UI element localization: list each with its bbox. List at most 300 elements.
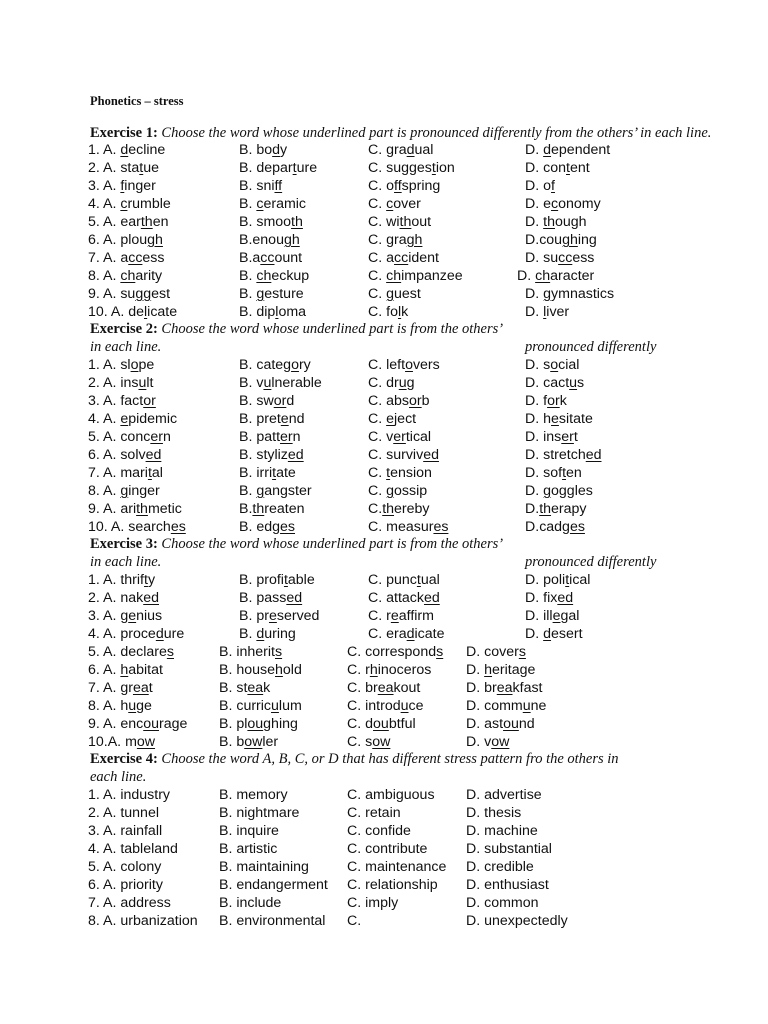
option-a bbox=[88, 733, 155, 751]
option-text: y bbox=[280, 142, 288, 158]
option-b bbox=[219, 715, 298, 733]
option-d bbox=[525, 571, 590, 589]
option-d: D. credible bbox=[466, 859, 534, 875]
option-a bbox=[88, 374, 153, 392]
underlined-part: t bbox=[386, 465, 391, 481]
option-text: d bbox=[286, 393, 295, 409]
option-c bbox=[368, 356, 440, 374]
option-d bbox=[466, 661, 535, 679]
option-text: out bbox=[411, 214, 432, 230]
option-text: C. d bbox=[347, 716, 374, 732]
option-text: 5. A. conc bbox=[88, 429, 151, 445]
option-text: ne bbox=[530, 698, 547, 714]
option-c bbox=[368, 177, 440, 195]
option-text: B. edg bbox=[239, 519, 281, 535]
option-b bbox=[219, 679, 270, 697]
option-a bbox=[88, 285, 170, 303]
option-text: C. br bbox=[347, 680, 378, 696]
option-text: B. inherit bbox=[219, 644, 275, 660]
exercise-4-instruction-line2: each line. bbox=[90, 769, 147, 785]
option-a bbox=[88, 661, 163, 679]
option-text: C. dr bbox=[368, 375, 399, 391]
exercise-2-row-8 bbox=[0, 482, 768, 500]
option-a bbox=[88, 589, 159, 607]
exercise-4-instruction: Choose the word A, B, C, or D that has different stress pattern fro the others in bbox=[161, 751, 619, 767]
option-b bbox=[239, 518, 295, 536]
option-text: D. bbox=[525, 501, 540, 517]
underlined-part: e bbox=[128, 608, 137, 624]
option-c bbox=[347, 679, 420, 697]
option-text: ereby bbox=[394, 501, 430, 517]
option-text: 4. A. bbox=[88, 196, 121, 212]
option-text: pidemic bbox=[128, 411, 178, 427]
option-text: ing bbox=[577, 232, 597, 248]
option-d bbox=[525, 249, 594, 267]
option-text: 1. A. thrif bbox=[88, 572, 144, 588]
underlined-part: t bbox=[139, 160, 144, 176]
underlined-part: ow bbox=[491, 734, 510, 750]
exercise-1-row-1 bbox=[0, 141, 768, 159]
option-text: ler bbox=[262, 734, 279, 750]
exercise-3-row-1 bbox=[0, 571, 768, 589]
option-text: 1. A. bbox=[88, 142, 121, 158]
option-b bbox=[239, 356, 311, 374]
option-text: eramic bbox=[263, 196, 307, 212]
option-d: D. unexpectedly bbox=[466, 913, 568, 929]
option-d bbox=[525, 428, 578, 446]
underlined-part: cc bbox=[394, 250, 409, 266]
option-a: 4. A. tableland bbox=[88, 841, 178, 857]
underlined-part: ou bbox=[247, 716, 264, 732]
option-b: B. include bbox=[219, 895, 282, 911]
option-b bbox=[239, 625, 296, 643]
option-text: B. smoo bbox=[239, 214, 292, 230]
option-text: C. measur bbox=[368, 519, 434, 535]
underlined-part: ed bbox=[143, 590, 159, 606]
exercise-1-row-5 bbox=[0, 213, 768, 231]
option-b bbox=[239, 500, 304, 518]
option-c bbox=[368, 571, 440, 589]
option-d bbox=[517, 267, 594, 285]
option-text: 10. A. de bbox=[88, 304, 145, 320]
option-text: D. ast bbox=[466, 716, 504, 732]
option-text: B. depar bbox=[239, 160, 293, 176]
underlined-part: t bbox=[416, 572, 421, 588]
option-text: ical bbox=[569, 572, 591, 588]
option-text: 8. A. h bbox=[88, 698, 129, 714]
exercise-1-instruction: Choose the word whose underlined part is pronounced differently from the others’ in each line. bbox=[161, 125, 712, 141]
underlined-part: e bbox=[552, 608, 561, 624]
option-text: ess bbox=[142, 250, 165, 266]
option-text: D. stretch bbox=[525, 447, 586, 463]
option-text: B. pr bbox=[239, 608, 269, 624]
option-text: inger bbox=[128, 483, 160, 499]
exercise-3-instruction-tail: pronounced differently bbox=[525, 554, 657, 570]
underlined-part: e bbox=[390, 608, 399, 624]
option-text: D. e bbox=[525, 196, 552, 212]
underlined-part: t bbox=[283, 572, 288, 588]
underlined-part: u bbox=[263, 375, 272, 391]
option-text: B. styliz bbox=[239, 447, 288, 463]
option-text: D. bbox=[525, 286, 544, 302]
underlined-part: er bbox=[561, 429, 574, 445]
underlined-part: es bbox=[569, 519, 585, 535]
option-text: ge bbox=[136, 698, 152, 714]
option-text: ess bbox=[572, 250, 595, 266]
option-text: rumble bbox=[127, 196, 171, 212]
option-text: inoceros bbox=[377, 662, 432, 678]
option-text: D. s bbox=[525, 357, 551, 373]
option-text: 1. A. sl bbox=[88, 357, 131, 373]
underlined-part: th bbox=[539, 501, 552, 517]
exercise-1-row-8 bbox=[0, 267, 768, 285]
exercise-4-row-7 bbox=[0, 894, 768, 912]
option-text: b bbox=[421, 393, 430, 409]
exercise-2-row-10 bbox=[0, 518, 768, 536]
option-text: C. s bbox=[347, 734, 373, 750]
option-text: C. punc bbox=[368, 572, 417, 588]
underlined-part: t bbox=[147, 465, 152, 481]
exercise-3-row-6 bbox=[0, 661, 768, 679]
option-d: D. machine bbox=[466, 823, 538, 839]
underlined-part: or bbox=[547, 393, 560, 409]
exercise-2-row-4 bbox=[0, 410, 768, 428]
underlined-part: ff bbox=[274, 178, 283, 194]
underlined-part: ed bbox=[585, 447, 602, 463]
option-c: C. contribute bbox=[347, 841, 428, 857]
option-a bbox=[88, 697, 152, 715]
option-c: C. retain bbox=[347, 805, 401, 821]
option-b bbox=[239, 374, 322, 392]
option-text: C. o bbox=[368, 178, 395, 194]
underlined-part: e bbox=[551, 411, 559, 427]
option-text: C. sugges bbox=[368, 160, 432, 176]
option-text: ent bbox=[569, 160, 590, 176]
underlined-part: d bbox=[543, 142, 552, 158]
option-text: vers bbox=[412, 357, 440, 373]
underlined-part: g bbox=[543, 286, 552, 302]
option-c bbox=[368, 285, 421, 303]
underlined-part: h bbox=[275, 662, 283, 678]
option-text: iver bbox=[546, 304, 570, 320]
underlined-part: d bbox=[256, 626, 265, 642]
option-text: ghing bbox=[263, 716, 298, 732]
underlined-part: g bbox=[256, 483, 265, 499]
option-c bbox=[368, 249, 439, 267]
option-text: 8. A. bbox=[88, 483, 121, 499]
underlined-part: l bbox=[144, 304, 148, 320]
option-text: served bbox=[276, 608, 320, 624]
option-text: C. correspond bbox=[347, 644, 437, 660]
option-text: nd bbox=[518, 716, 535, 732]
option-c bbox=[368, 589, 440, 607]
option-text: D. poli bbox=[525, 572, 566, 588]
underlined-part: ed bbox=[287, 447, 304, 463]
option-text: 2. A. ins bbox=[88, 375, 139, 391]
underlined-part: u bbox=[138, 375, 147, 391]
option-d: D. enthusiast bbox=[466, 877, 549, 893]
underlined-part: d bbox=[543, 626, 552, 642]
underlined-part: ou bbox=[143, 716, 159, 732]
option-text: D. bbox=[525, 142, 544, 158]
option-text: B. patt bbox=[239, 429, 281, 445]
underlined-part: or bbox=[143, 393, 156, 409]
option-c: C. confide bbox=[347, 823, 411, 839]
exercise-4-row-4 bbox=[0, 840, 768, 858]
underlined-part: g bbox=[386, 483, 395, 499]
option-text: C. r bbox=[368, 608, 391, 624]
option-c: C. maintenance bbox=[347, 859, 447, 875]
option-c bbox=[368, 428, 431, 446]
underlined-part: g bbox=[120, 483, 129, 499]
exercise-4-row-3 bbox=[0, 822, 768, 840]
exercise-1-row-3 bbox=[0, 177, 768, 195]
option-text: D.cadg bbox=[525, 519, 570, 535]
exercise-4-row-8 bbox=[0, 912, 768, 930]
option-text: D. su bbox=[525, 250, 559, 266]
option-text: B. curric bbox=[219, 698, 272, 714]
option-d: D. thesis bbox=[466, 805, 522, 821]
option-text: D. bbox=[525, 626, 544, 642]
option-d bbox=[466, 733, 509, 751]
option-b: B. inquire bbox=[219, 823, 279, 839]
underlined-part: ff bbox=[394, 178, 402, 194]
exercise-3-instruction: Choose the word whose underlined part is from the others’ bbox=[161, 536, 504, 552]
option-b bbox=[239, 482, 312, 500]
option-c bbox=[368, 464, 432, 482]
option-text: C. surviv bbox=[368, 447, 424, 463]
option-b bbox=[239, 213, 303, 231]
option-text: sitate bbox=[558, 411, 593, 427]
option-a: 7. A. address bbox=[88, 895, 171, 911]
option-a bbox=[88, 571, 155, 589]
option-a bbox=[88, 267, 162, 285]
option-d bbox=[525, 410, 593, 428]
underlined-part: o bbox=[405, 357, 413, 373]
option-text: D. bbox=[517, 268, 536, 284]
option-text: arity bbox=[135, 268, 163, 284]
option-text: spring bbox=[401, 178, 441, 194]
option-d: D. advertise bbox=[466, 787, 542, 803]
option-d bbox=[525, 374, 584, 392]
option-text: C. bbox=[368, 483, 387, 499]
option-b bbox=[239, 464, 296, 482]
option-text: ount bbox=[274, 250, 303, 266]
exercise-1-row-9 bbox=[0, 285, 768, 303]
option-text: kout bbox=[393, 680, 421, 696]
option-a bbox=[88, 464, 163, 482]
option-text: C. era bbox=[368, 626, 407, 642]
page-title: Phonetics – stress bbox=[90, 94, 184, 108]
option-c bbox=[368, 141, 433, 159]
option-text: B. v bbox=[239, 375, 264, 391]
option-text: able bbox=[287, 572, 315, 588]
option-text: k bbox=[263, 680, 271, 696]
option-b bbox=[239, 303, 306, 321]
option-b bbox=[239, 285, 304, 303]
option-text: n bbox=[292, 429, 301, 445]
option-b: B. artistic bbox=[219, 841, 278, 857]
underlined-part: g bbox=[256, 286, 265, 302]
underlined-part: d bbox=[272, 142, 281, 158]
option-b: B. memory bbox=[219, 787, 288, 803]
underlined-part: e bbox=[120, 411, 129, 427]
option-text: D. v bbox=[466, 734, 492, 750]
option-a bbox=[88, 231, 163, 249]
underlined-part: ea bbox=[496, 680, 513, 696]
option-text: abitat bbox=[128, 662, 163, 678]
option-text: ject bbox=[394, 411, 417, 427]
option-text: C. r bbox=[347, 662, 370, 678]
option-text: ate bbox=[276, 465, 296, 481]
option-text: 6. A. plou bbox=[88, 232, 148, 248]
option-c bbox=[368, 607, 434, 625]
option-text: B.a bbox=[239, 250, 261, 266]
underlined-part: u bbox=[271, 698, 279, 714]
option-d bbox=[525, 159, 590, 177]
option-text: D. bbox=[525, 483, 544, 499]
underlined-part: ea bbox=[377, 680, 394, 696]
exercise-2-row-1 bbox=[0, 356, 768, 374]
exercise-2-row-2 bbox=[0, 374, 768, 392]
option-text: B. st bbox=[219, 680, 248, 696]
option-text: C. wi bbox=[368, 214, 400, 230]
underlined-part: g bbox=[386, 286, 395, 302]
underlined-part: h bbox=[484, 662, 493, 678]
option-d bbox=[525, 141, 610, 159]
option-a bbox=[88, 303, 177, 321]
option-c bbox=[347, 733, 390, 751]
underlined-part: u bbox=[522, 698, 531, 714]
exercise-4-label: Exercise 4: bbox=[90, 751, 158, 767]
option-b: B. maintaining bbox=[219, 859, 309, 875]
option-c bbox=[368, 231, 422, 249]
option-b bbox=[239, 177, 282, 195]
option-text: cial bbox=[558, 357, 580, 373]
option-d bbox=[525, 392, 567, 410]
exercise-1-row-6 bbox=[0, 231, 768, 249]
option-text: t bbox=[573, 429, 578, 445]
option-text: oma bbox=[278, 304, 307, 320]
underlined-part: th bbox=[140, 214, 153, 230]
option-b bbox=[239, 159, 317, 177]
underlined-part: e bbox=[268, 608, 277, 624]
underlined-part: t bbox=[565, 572, 570, 588]
underlined-part: e bbox=[386, 411, 395, 427]
option-a bbox=[88, 482, 160, 500]
underlined-part: c bbox=[120, 196, 128, 212]
option-text: en bbox=[566, 465, 582, 481]
underlined-part: cc bbox=[558, 250, 573, 266]
underlined-part: t bbox=[272, 465, 277, 481]
option-c bbox=[347, 661, 431, 679]
option-text: ossip bbox=[394, 483, 428, 499]
exercise-2-label: Exercise 2: bbox=[90, 321, 158, 337]
option-text: B. profi bbox=[239, 572, 284, 588]
exercise-1-heading bbox=[90, 124, 711, 142]
option-text: lnerable bbox=[271, 375, 322, 391]
option-text: 9. A. enc bbox=[88, 716, 144, 732]
option-d bbox=[525, 446, 602, 464]
option-text: nd bbox=[288, 411, 305, 427]
exercise-2-instruction-tail: pronounced differently bbox=[525, 339, 657, 355]
option-c bbox=[368, 392, 430, 410]
option-text: 5. A. declare bbox=[88, 644, 167, 660]
option-text: 9. A. ari bbox=[88, 501, 137, 517]
option-text: C. bbox=[368, 268, 387, 284]
option-text: 4. A. bbox=[88, 411, 121, 427]
underlined-part: d bbox=[406, 626, 415, 642]
exercise-2-row-3 bbox=[0, 392, 768, 410]
exercise-1-label: Exercise 1: bbox=[90, 125, 158, 141]
option-text: ue bbox=[143, 160, 159, 176]
exercise-2-heading bbox=[90, 320, 503, 338]
option-text: D. bbox=[525, 214, 544, 230]
underlined-part: gh bbox=[406, 232, 423, 248]
option-text: est bbox=[151, 286, 171, 302]
option-text: eckup bbox=[271, 268, 310, 284]
option-a bbox=[88, 213, 168, 231]
underlined-part: l bbox=[275, 304, 279, 320]
underlined-part: ed bbox=[423, 590, 440, 606]
option-text: ecline bbox=[128, 142, 166, 158]
option-c: C. imply bbox=[347, 895, 399, 911]
option-d bbox=[525, 285, 614, 303]
option-text: B. pl bbox=[219, 716, 248, 732]
underlined-part: er bbox=[150, 429, 163, 445]
option-a bbox=[88, 410, 177, 428]
option-text: D. br bbox=[466, 680, 497, 696]
option-text: B. house bbox=[219, 662, 276, 678]
option-d: D. substantial bbox=[466, 841, 552, 857]
option-text: ry bbox=[298, 357, 311, 373]
option-c bbox=[368, 213, 431, 231]
option-text: B. pass bbox=[239, 590, 287, 606]
underlined-part: ed bbox=[423, 447, 439, 463]
underlined-part: g bbox=[543, 483, 552, 499]
underlined-part: ed bbox=[286, 590, 303, 606]
option-text: B. b bbox=[219, 734, 245, 750]
option-b bbox=[239, 267, 309, 285]
underlined-part: th bbox=[291, 214, 303, 230]
option-b: B. environmental bbox=[219, 913, 326, 929]
option-c: C. ambiguous bbox=[347, 787, 435, 803]
option-b: B. endangerment bbox=[219, 877, 328, 893]
option-b bbox=[239, 446, 304, 464]
option-text: B. bbox=[239, 483, 257, 499]
underlined-part: ow bbox=[372, 734, 391, 750]
option-text: k bbox=[401, 304, 409, 320]
option-text: s bbox=[577, 375, 585, 391]
option-b bbox=[239, 428, 301, 446]
underlined-part: ea bbox=[247, 680, 264, 696]
option-text: C. bbox=[368, 286, 387, 302]
exercise-3-instruction-line2: in each line. bbox=[90, 554, 162, 570]
option-text: C. attack bbox=[368, 590, 424, 606]
option-a bbox=[88, 249, 165, 267]
exercise-2-instruction: Choose the word whose underlined part is from the others’ bbox=[161, 321, 504, 337]
option-text: D. cover bbox=[466, 644, 519, 660]
option-text: 8. A. bbox=[88, 268, 121, 284]
option-text: C. a bbox=[368, 250, 395, 266]
option-text: C. gra bbox=[368, 232, 407, 248]
option-text: ual bbox=[420, 572, 440, 588]
underlined-part: s bbox=[166, 644, 174, 660]
underlined-part: ch bbox=[120, 268, 136, 284]
option-text: D. o bbox=[525, 178, 552, 194]
underlined-part: s bbox=[275, 644, 283, 660]
underlined-part: ow bbox=[136, 734, 156, 750]
